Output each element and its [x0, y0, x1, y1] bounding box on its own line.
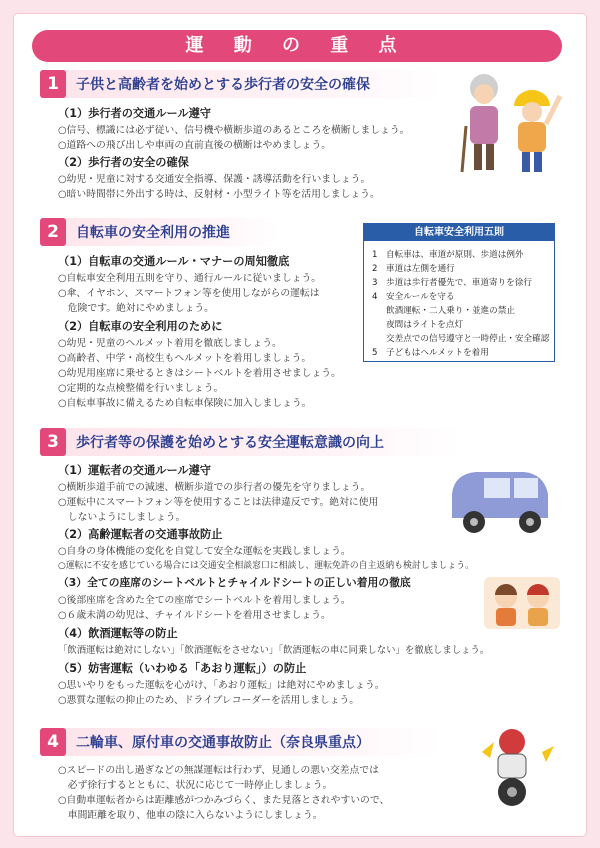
page-title: 運 動 の 重 点	[32, 30, 562, 62]
bullet-line: ○道路への飛び出しや車両の直前直後の横断はやめましょう。	[58, 140, 332, 151]
rule-item: 1 自転車は、車道が原則、歩道は例外	[372, 250, 524, 260]
bullet-line: 危険です。絶対にやめましょう。	[58, 303, 214, 314]
section-title: 歩行者等の保護を始めとする安全運転意識の向上	[76, 435, 384, 451]
bullet-line: ○思いやりをもった運転を心がけ、「あおり運転」は絶対にやめましょう。	[58, 680, 385, 691]
section-4-header	[40, 728, 440, 756]
subsection-heading: （1）運転者の交通ルール遵守	[58, 464, 211, 477]
bullet-line: ○スピードの出し過ぎなどの無謀運転は行わず、見通しの悪い交差点では	[58, 765, 379, 776]
bullet-line: ○傘、イヤホン、スマートフォン等を使用しながらの運転は	[58, 288, 320, 299]
bullet-line: ○幼児用座席に乗せるときはシートベルトを着用させましょう。	[58, 368, 341, 379]
rule-item: 5 子どもはヘルメットを着用	[372, 348, 489, 358]
rule-item: 3 歩道は歩行者優先で、車道寄りを徐行	[372, 278, 532, 288]
bullet-line: ○定期的な点検整備を行いましょう。	[58, 383, 224, 394]
bullet-line: ○６歳未満の幼児は、チャイルドシートを着用させましょう。	[58, 610, 331, 621]
bullet-line: ○高齢者、中学・高校生もヘルメットを着用しましょう。	[58, 353, 312, 364]
car-illustration	[440, 462, 560, 540]
bullet-line: ○横断歩道手前での減速、横断歩道での歩行者の優先を守りましょう。	[58, 482, 371, 493]
bullet-line: ○悪質な運転の抑止のため、ドライブレコーダーを活用しましょう。	[58, 695, 360, 706]
rule-item: 交差点での信号遵守と一時停止・安全確認	[386, 334, 550, 344]
section-number: 4	[40, 728, 66, 756]
section-1-header	[40, 70, 440, 98]
section-title: 二輪車、原付車の交通事故防止（奈良県重点）	[76, 735, 370, 751]
bullet-line: ○幼児・児童に対する交通安全指導、保護・誘導活動を行いましょう。	[58, 174, 371, 185]
bullet-line: しないようにしましょう。	[58, 512, 186, 523]
bullet-line: ○自身の身体機能の変化を自覚して安全な運転を実践しましょう。	[58, 546, 351, 557]
bullet-line: 「飲酒運転は絶対にしない」「飲酒運転をさせない」「飲酒運転の車に同乗しない」を徹底しましょう。	[58, 645, 490, 656]
subsection-heading: （4）飲酒運転等の防止	[58, 627, 178, 640]
elderly-person-icon	[462, 74, 498, 172]
bullet-line: 必ず徐行するとともに、状況に応じて一時停止しましょう。	[58, 780, 333, 791]
bullet-line: ○自動車運転者からは距離感がつかみづらく、また見落とされやすいので、	[58, 795, 390, 806]
subsection-heading: （1）歩行者の交通ルール遵守	[58, 107, 211, 120]
section-title: 自転車の安全利用の推進	[76, 225, 230, 241]
section-3-header	[40, 428, 460, 456]
bullet-line: ○運転に不安を感じている場合には交通安全相談窓口に相談し、運転免許の自主返納も検討しましょう。	[58, 561, 474, 571]
bicycle-rules-box	[363, 223, 555, 362]
subsection-heading: （3）全ての座席のシートベルトとチャイルドシートの正しい着用の徹底	[58, 576, 411, 589]
subsection-heading: （2）歩行者の安全の確保	[58, 156, 189, 169]
motorcycle-illustration	[462, 712, 562, 812]
subsection-heading: （1）自転車の交通ルール・マナーの周知徹底	[58, 255, 290, 268]
bullet-line: ○自転車事故に備えるため自転車保険に加入しましょう。	[58, 398, 312, 409]
pedestrians-illustration	[452, 66, 572, 178]
bullet-line: ○後部座席を含めた全ての座席でシートベルトを着用しましょう。	[58, 595, 351, 606]
subsection-heading: （2）高齢運転者の交通事故防止	[58, 528, 223, 541]
rule-item: 飲酒運転・二人乗り・並進の禁止	[386, 306, 515, 316]
subsection-heading: （2）自転車の安全利用のために	[58, 320, 223, 333]
bullet-line: ○暗い時間帯に外出する時は、反射材・小型ライト等を活用しましょう。	[58, 189, 380, 200]
bicycle-rules-title: 自転車安全利用五則	[364, 224, 554, 241]
child-seat-illustration	[482, 575, 562, 631]
section-title: 子供と高齢者を始めとする歩行者の安全の確保	[76, 77, 370, 93]
subsection-heading: （5）妨害運転（いわゆる「あおり運転」）の防止	[58, 662, 307, 675]
rule-item: 4 安全ルールを守る	[372, 292, 455, 302]
bullet-line: ○信号、標識には必ず従い、信号機や横断歩道のあるところを横断しましょう。	[58, 125, 410, 136]
rule-item: 夜間はライトを点灯	[386, 320, 464, 330]
bullet-line: 車間距離を取り、他車の陰に入らないようにしましょう。	[58, 810, 323, 821]
section-number: 2	[40, 218, 66, 246]
child-helmet-icon	[514, 90, 560, 172]
section-number: 3	[40, 428, 66, 456]
bullet-line: ○幼児・児童のヘルメット着用を徹底しましょう。	[58, 338, 282, 349]
section-2-header	[40, 218, 280, 246]
bullet-line: ○運転中にスマートフォン等を使用することは法律違反です。絶対に使用	[58, 497, 379, 508]
section-number: 1	[40, 70, 66, 98]
bullet-line: ○自転車安全利用五則を守り、通行ルールに従いましょう。	[58, 273, 322, 284]
rule-item: 2 車道は左側を通行	[372, 264, 455, 274]
